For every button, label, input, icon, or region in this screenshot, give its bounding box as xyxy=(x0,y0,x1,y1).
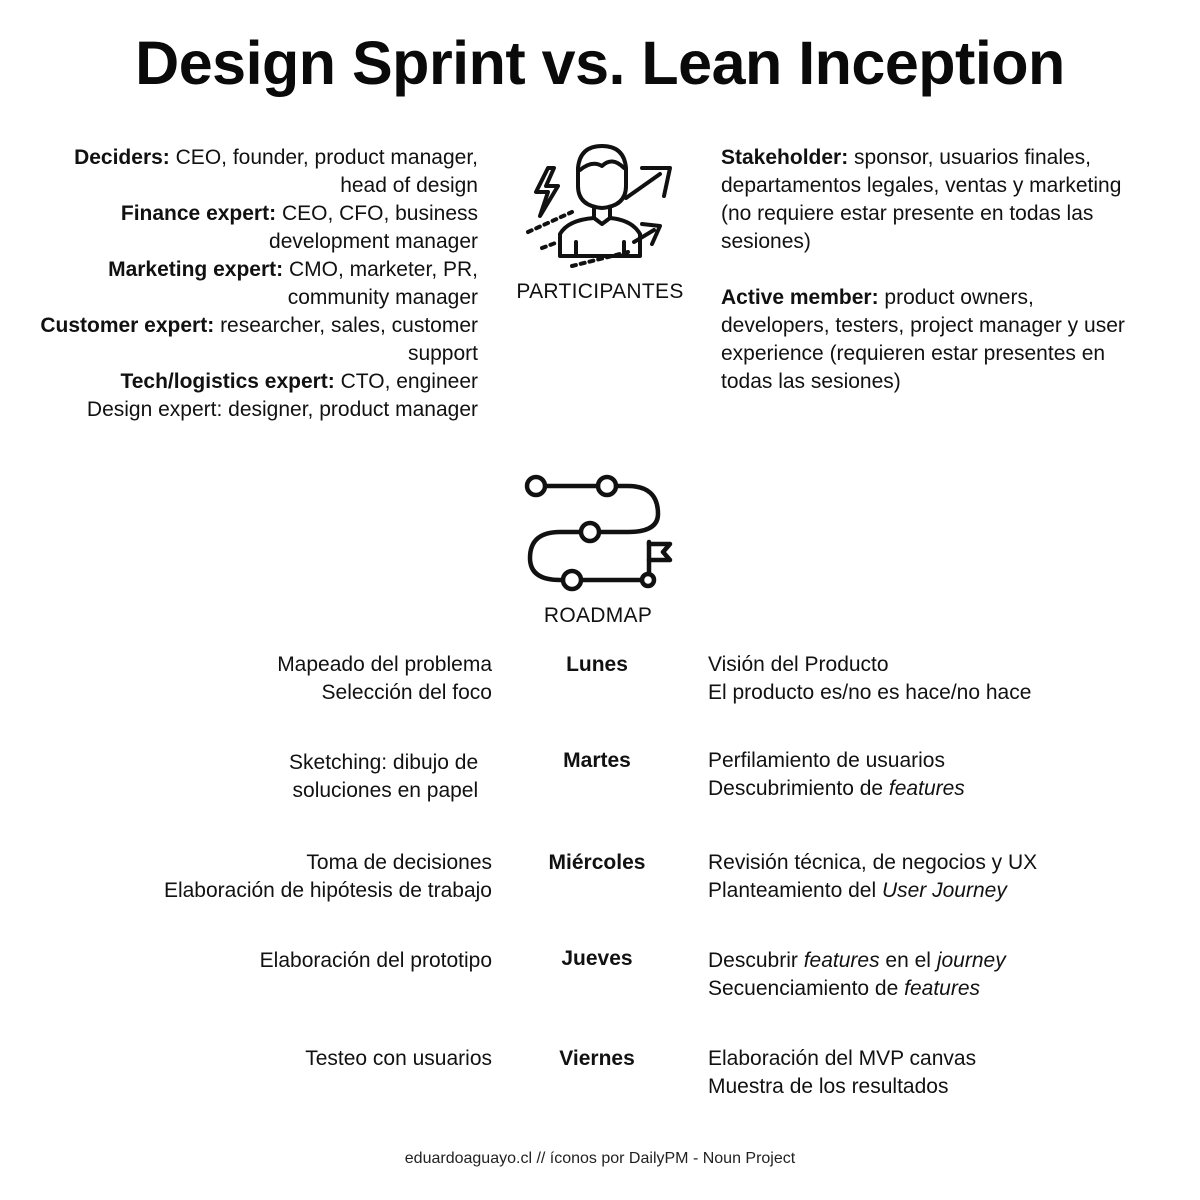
participant-desc: researcher, sales, customer support xyxy=(220,314,478,365)
sprint-participant-item xyxy=(40,396,478,424)
inception-activity-line xyxy=(708,775,1168,803)
inception-activity-line xyxy=(708,651,1168,679)
inception-activity-line xyxy=(708,747,1168,775)
day-label: Miércoles xyxy=(548,851,646,874)
sprint-participant-item xyxy=(40,144,478,200)
lean-inception-activities xyxy=(708,651,1168,707)
participant-desc: CTO, engineer xyxy=(340,370,478,393)
design-sprint-activities xyxy=(60,947,492,975)
sprint-activity-line: Testeo con usuarios xyxy=(305,1047,492,1070)
participant-role: Deciders: xyxy=(74,146,170,169)
participant-role: Tech/logistics expert: xyxy=(120,370,335,393)
day-label: Martes xyxy=(563,749,631,772)
inception-activity-line xyxy=(708,1073,1168,1101)
design-sprint-activities xyxy=(60,1045,492,1073)
activity-text: en el xyxy=(879,949,937,972)
page-title: Design Sprint vs. Lean Inception xyxy=(135,29,1065,97)
sprint-activity-line: Mapeado del problema xyxy=(277,653,492,676)
participant-desc: Design expert: designer, product manager xyxy=(86,398,478,421)
inception-activity-line xyxy=(708,947,1168,975)
lean-inception-activities xyxy=(708,747,1168,803)
activity-text: Descubrir xyxy=(708,949,804,972)
design-sprint-activities xyxy=(60,651,492,707)
lean-inception-activities xyxy=(708,849,1168,905)
inception-participant-item xyxy=(721,144,1141,256)
day-label: Lunes xyxy=(566,653,628,676)
participant-desc: CEO, CFO, business development manager xyxy=(269,202,478,253)
activity-text: El producto es/no es hace/no hace xyxy=(708,681,1032,704)
roadmap-row-lunes xyxy=(0,651,1200,711)
roadmap-row-martes xyxy=(0,749,1200,809)
day-label: Jueves xyxy=(561,947,633,970)
activity-text: Perfilamiento de usuarios xyxy=(708,749,945,772)
italic-term: features xyxy=(904,977,981,1000)
roadmap-row-miércoles xyxy=(0,849,1200,909)
inception-participant-item xyxy=(721,284,1141,396)
sprint-activity-line: Elaboración de hipótesis de trabajo xyxy=(163,879,492,902)
inception-activity-line xyxy=(708,975,1168,1003)
sprint-participant-item xyxy=(40,312,478,368)
sprint-activity-line: soluciones en papel xyxy=(292,779,484,802)
activity-text: Secuenciamiento de xyxy=(708,977,905,1000)
design-sprint-activities xyxy=(60,849,492,905)
activity-text: Muestra de los resultados xyxy=(708,1075,949,1098)
roadmap-path-flag-icon xyxy=(518,470,682,596)
inception-activity-line xyxy=(708,877,1168,905)
sprint-participant-item xyxy=(40,368,478,396)
lean-inception-activities xyxy=(708,1045,1168,1101)
inception-activity-line xyxy=(708,1045,1168,1073)
activity-text: Visión del Producto xyxy=(708,653,889,676)
sprint-activity-line: Sketching: dibujo de xyxy=(289,751,484,774)
participant-role: Marketing expert: xyxy=(108,258,284,281)
inception-activity-line xyxy=(708,679,1168,707)
italic-term: journey xyxy=(936,949,1006,972)
roadmap-row-viernes xyxy=(0,1045,1200,1105)
roadmap-row-jueves xyxy=(0,947,1200,1007)
activity-text: Descubrimiento de xyxy=(708,777,889,800)
design-sprint-participants xyxy=(40,144,478,424)
activity-text: Planteamiento del xyxy=(708,879,882,902)
participants-label: PARTICIPANTES xyxy=(516,280,684,303)
sprint-participant-item xyxy=(40,256,478,312)
activity-text: Elaboración del MVP canvas xyxy=(708,1047,977,1070)
sprint-activity-line: Elaboración del prototipo xyxy=(259,949,492,972)
roadmap-label: ROADMAP xyxy=(543,604,653,627)
footer-credits: eduardoaguayo.cl // íconos por DailyPM - Noun Project xyxy=(404,1150,796,1167)
day-label: Viernes xyxy=(559,1047,635,1070)
sprint-activity-line: Selección del foco xyxy=(321,681,492,704)
design-sprint-activities xyxy=(52,749,484,805)
participant-desc: sponsor, usuarios finales, departamentos legales, ventas y marketing (no requiere estar presente en todas las sesiones) xyxy=(721,146,1122,253)
italic-term: User Journey xyxy=(881,879,1007,902)
participant-role: Finance expert: xyxy=(120,202,277,225)
participant-desc: product owners, developers, testers, project manager y user experience (requieren estar presentes en todas las sesiones) xyxy=(721,286,1125,393)
sprint-participant-item xyxy=(40,200,478,256)
activity-text: Revisión técnica, de negocios y UX xyxy=(708,851,1038,874)
lean-inception-activities xyxy=(708,947,1168,1003)
italic-term: features xyxy=(803,949,880,972)
inception-activity-line xyxy=(708,849,1168,877)
participant-role: Active member: xyxy=(721,286,879,309)
participant-role: Customer expert: xyxy=(40,314,215,337)
sprint-activity-line: Toma de decisiones xyxy=(306,851,492,874)
person-with-arrows-icon xyxy=(520,138,680,274)
participant-desc: CMO, marketer, PR, community manager xyxy=(287,258,478,309)
lean-inception-participants xyxy=(721,144,1141,424)
participant-role: Stakeholder: xyxy=(721,146,849,169)
participant-desc: CEO, founder, product manager, head of design xyxy=(175,146,478,197)
italic-term: features xyxy=(888,777,965,800)
